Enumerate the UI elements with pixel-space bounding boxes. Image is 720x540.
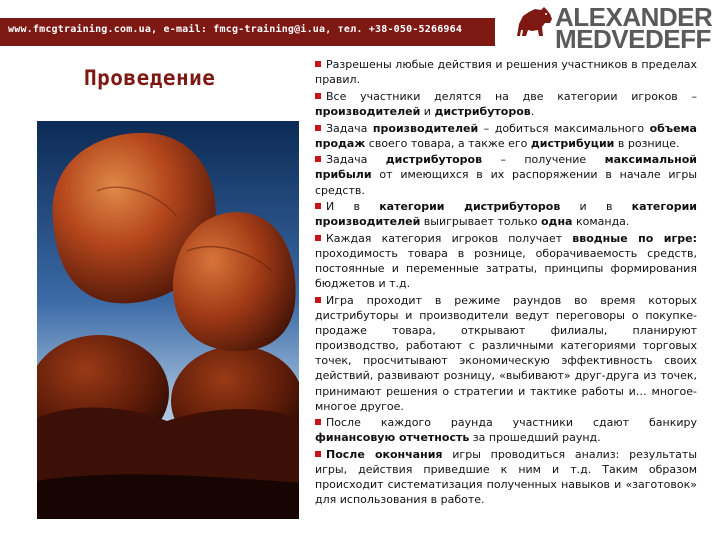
text: И в: [326, 200, 380, 214]
logo: [514, 2, 720, 54]
bold-text: одна: [541, 215, 573, 229]
text: своего товара, а также его: [365, 136, 531, 150]
text: за прошедший раунд.: [469, 431, 601, 445]
text: – получение: [482, 153, 605, 167]
rule-paragraph: [315, 152, 697, 197]
text: Задача: [326, 153, 386, 167]
red-square-bullet-icon: [315, 156, 321, 162]
bear-icon: [514, 6, 554, 42]
text: проходимость товара в рознице, оборачиваемость средств, постоянные и переменные затраты, принципы формирования бюджетов и т.д.: [315, 247, 697, 291]
balancing-boulders-photo: [37, 121, 299, 519]
bold-text: производителей: [315, 104, 421, 118]
logo-text-line1: ALEXANDER: [555, 2, 713, 32]
header-bar: [0, 18, 495, 46]
red-square-bullet-icon: [315, 235, 321, 241]
red-square-bullet-icon: [315, 125, 321, 131]
text: команда.: [572, 215, 630, 229]
text: в рознице.: [614, 136, 680, 150]
rule-paragraph: [315, 199, 697, 229]
rule-paragraph: [315, 447, 697, 507]
bold-text: После окончания: [326, 448, 443, 462]
red-square-bullet-icon: [315, 203, 321, 209]
text: Все участники делятся на две категории игроков –: [326, 89, 697, 103]
rule-paragraph: [315, 293, 697, 414]
text: – добиться максимального: [478, 121, 650, 135]
bold-text: категории дистрибуторов: [379, 200, 561, 214]
page-title: Проведение: [84, 66, 216, 90]
bold-text: дистрибуторов: [434, 104, 531, 118]
red-square-bullet-icon: [315, 93, 321, 99]
bold-text: объема продаж: [315, 121, 697, 150]
rule-paragraph: [315, 121, 697, 151]
bold-text: вводные по игре:: [572, 232, 697, 245]
bold-text: производителей: [372, 121, 479, 135]
red-square-bullet-icon: [315, 451, 321, 457]
logo-text-line2: MEDVEDEFF: [555, 24, 711, 54]
text: выигрывает только: [420, 215, 541, 229]
text: Задача: [326, 121, 373, 135]
rule-paragraph: [315, 89, 697, 119]
text: Разрешены любые действия и решения участников в пределах правил.: [315, 58, 697, 87]
text: и: [420, 104, 435, 118]
red-square-bullet-icon: [315, 297, 321, 303]
bold-text: максимальной прибыли: [315, 153, 697, 182]
text: Каждая категория игроков получает: [326, 232, 573, 245]
text: После каждого раунда участники сдают банкиру: [326, 416, 697, 430]
text: Игра проходит в режиме раундов во время которых дистрибуторы и производители ведут переговоры о покупке-продаже товара, открывают филиалы, планируют производство, работают с различными категориями торговых точек, просчитывают экономическую эффективность своих действий, развивают розницу, «выбивают» друг-друга из точек, принимают решения о стратегии и тактике работы и… многое-многое другое.: [315, 293, 697, 413]
header-contact-text: www.fmcgtraining.com.ua, e-mail: fmcg-training@i.ua, тел. +38-050-5266964: [8, 24, 463, 35]
bold-text: дистрибуции: [530, 136, 615, 150]
red-square-bullet-icon: [315, 61, 321, 67]
rule-paragraph: [315, 415, 697, 445]
rule-paragraph: [315, 57, 697, 87]
rule-paragraph: [315, 231, 697, 291]
bold-text: финансовую отчетность: [315, 431, 470, 445]
bold-text: категории производителей: [315, 200, 697, 229]
rules-content: [315, 57, 697, 509]
red-square-bullet-icon: [315, 419, 321, 425]
text: .: [530, 104, 535, 118]
text: от имеющихся в их распоряжении в начале игры средств.: [315, 168, 697, 197]
text: игры проводиться анализ: результаты игры, действия приведшие к ним и т.д. Таким образом происходит систематизация полученных навыков и «заготовок» для использования в работе.: [315, 448, 697, 507]
text: и в: [560, 200, 632, 214]
bold-text: дистрибуторов: [385, 153, 483, 167]
